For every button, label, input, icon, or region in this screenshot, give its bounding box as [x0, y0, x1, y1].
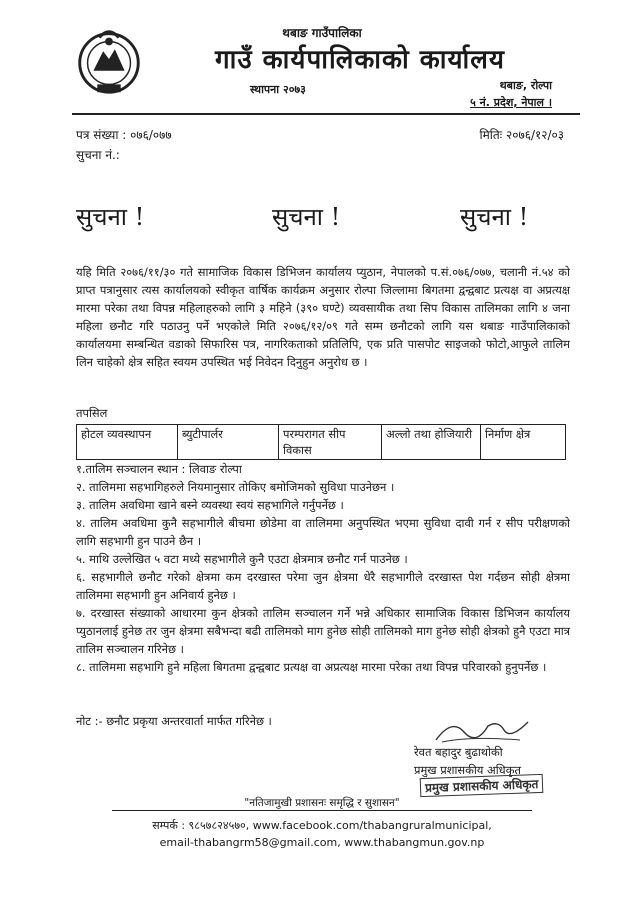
table-cell-traditional: परम्परागत सीप विकास [279, 425, 382, 460]
notice-heading-center: सुचना ! [272, 203, 341, 231]
rule-item: ७. दरखास्त संख्याको आधारमा कुन क्षेत्रको तालिम सञ्चालन गर्ने भन्ने अधिकार सामाजिक विकास डिभिजन कार्यालय प्युठानलाई हुनेछ तर जुन क्षेत्रमा सबैभन्दा बढी तालिमको माग हुनेछ सोही तालिमको माग हुनेछ सोही क्षेत्रको हुनै एउटा मात्र तालिम सञ्चालन गरिनेछ । [76, 606, 570, 656]
rule-item: १.तालिम सञ्चालन स्थान : लिवाङ रोल्पा [76, 462, 242, 476]
rules-list [76, 460, 570, 676]
address-line-2: ५ नं. प्रदेश, नेपाल । [470, 96, 552, 109]
notice-heading-right: सुचना ! [460, 203, 529, 231]
training-areas-table [76, 424, 566, 460]
table-cell-beauty: ब्युटीपार्लर [178, 425, 279, 460]
address-line-1: थबाङ, रोल्पा [499, 79, 552, 92]
notice-body: यहि मिति २०७६/११/३० गते सामाजिक विकास डिभिजन कार्यालय प्युठान, नेपालको प.सं.०७६/०७७, चलानी नं.५४ को प्राप्त पत्रानुसार त्यस कार्यालयको स्वीकृत वार्षिक कार्यक्रम अनुसार रोल्पा जिल्लामा बिगतमा द्वन्द्वबाट प्रत्यक्ष वा अप्रत्यक्ष मारमा परेका तथा विपन्न महिलाहरुको लागि ३ महिने (३९० घण्टे) व्यवसायीक तथा सिप विकास तालिमका लागि ४ जना महिला छनौट गरि पठाउनु पर्ने भएकोले मिति २०७६/१२/०९ गते सम्म छनौटको लागि यस थबाङ गाउँपालिकाको कार्यालयमा सम्बन्धित वडाको सिफारिस पत्र, नागरिकताको प्रतिलिपि, एक प्रति पासपोट साइजको फोटो,आफुले तालिम लिन चाहेको क्षेत्र सहित स्वयम उपस्थित भई निवेदन दिनुहुन अनुरोध छ । [76, 265, 570, 369]
footer-motto: "नतिजामुखी प्रशासनः समृद्धि र सुशासन" [244, 797, 400, 809]
table-cell-construction: निर्माण क्षेत्र [481, 425, 566, 460]
rule-item: ८. तालिममा सहभागि हुने महिला बिगतमा द्वन्द्वबाट प्रत्यक्ष वा अप्रत्यक्ष मारमा परेका तथा विपन्न परिवारको हुनुपर्नेछ । [76, 660, 547, 674]
table-row [77, 425, 566, 460]
rule-item: ६. सहभागीले छनौट गरेको क्षेत्रमा कम दरखास्त परेमा जुन क्षेत्रमा धेरै सहभागीले दरखास्त पेश गर्दछन सोही क्षेत्रमा तालिममा सहभागी हुन अनिवार्य हुनेछ । [76, 570, 570, 602]
rule-item: ३. तालिम अवधिमा खाने बस्ने व्यवस्था स्वयं सहभागिले गर्नुपर्नेछ । [76, 498, 344, 512]
established-text: स्थापना २०७३ [250, 83, 306, 96]
footer-contact-2: email-thabangrm58@gmail.com, www.thabangmun.gov.np [159, 836, 485, 849]
signature-icon [432, 712, 532, 746]
schedule-label: तपसिल [76, 406, 108, 420]
signatory-name: रेवत बहादुर बुढाथोकी [414, 745, 503, 759]
note-text: नोट :- छनौट प्रकृया अन्तरवार्ता मार्फत गरिनेछ । [76, 714, 272, 728]
office-title: गाउँ कार्यपालिकाको कार्यालय [215, 45, 505, 75]
footer-divider [112, 810, 532, 811]
signatory-post: प्रमुख प्रशासकीय अधिकृत [414, 763, 521, 777]
official-stamp: प्रमुख प्रशासकीय अधिकृत [420, 774, 544, 797]
rule-item: ४. तालिम अवधिमा कुनै सहभागीले बीचमा छोडेमा वा तालिममा अनुपस्थित भएमा सुविधा दावी गर्न र सीप परीक्षणको लागि सहभागी हुन पाउने छैन । [76, 516, 570, 548]
letter-date: मितिः २०७६/१२/०३ [479, 128, 564, 142]
footer-contact-1: सम्पर्क : ९८५७८२४५७०, www.facebook.com/thabangruralmunicipal, [152, 819, 492, 832]
table-cell-hosiery: अल्लो तथा होजियारी [382, 425, 481, 460]
notice-number: सुचना नं.: [76, 148, 120, 162]
table-cell-hotel: होटल व्यवस्थापन [77, 425, 178, 460]
letter-number: पत्र संख्या : ०७६/०७७ [76, 128, 172, 142]
municipality-name: थबाङ गाउँपालिका [282, 26, 362, 40]
rule-item: २. तालिममा सहभागिहरुले नियमानुसार तोकिए बमोजिमको सुविधा पाउनेछन । [76, 480, 395, 494]
rule-item: ५. माथि उल्लेखित ५ वटा मध्ये सहभागीले कुनै एउटा क्षेत्रमात्र छनौट गर्न पाउनेछ । [76, 552, 408, 566]
notice-heading-left: सुचना ! [76, 203, 145, 231]
notice-heading-row [76, 200, 556, 234]
header-divider [72, 113, 580, 115]
